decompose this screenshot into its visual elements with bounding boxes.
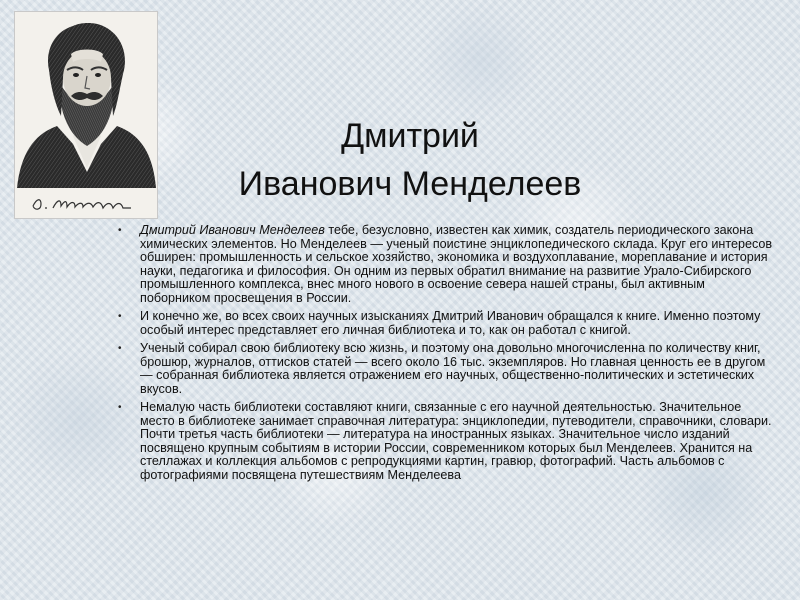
bullet-item — [115, 342, 775, 396]
bullet-item — [115, 310, 775, 337]
bullet-dot-icon: • — [118, 311, 122, 322]
portrait-engraving — [15, 12, 157, 218]
bullet-text: тебе, безусловно, известен как химик, создатель периодического закона химических элементов. Но Менделеев — ученый поистине энциклопедического склада. Круг его интересов обширен: промышленность и сельское хозяйство, экономика и воздухоплавание, мореплавание и история науки, педагогика и философия. Он одним из первых обратил внимание на развитие Урало-Сибирского промышленного комплекса, внес много нового в освоение севера нашей страны, был активным поборником просвещения в России. — [140, 223, 773, 305]
bullet-item — [115, 224, 775, 305]
bullet-text: И конечно же, во всех своих научных изысканиях Дмитрий Иванович обращался к книге. Именно поэтому особый интерес представляет его личная библиотека и то, как он работал с книгой. — [140, 309, 761, 337]
bullet-text: Немалую часть библиотеки составляют книги, связанные с его научной деятельностью. Значительное место в библиотеке занимает справочная литература: энциклопедии, путеводители, справочники, словари. Почти третья часть библиотеки — литература на иностранных языках. Значительное число изданий посвящено крупным событиям в истории России, современником которых был Менделеев. Хранится на стеллажах и коллекция альбомов с репродукциями картин, гравюр, фотографий. Часть альбомов с фотографиями посвящена путешествиям Менделеева — [140, 400, 772, 482]
bullet-dot-icon: • — [118, 225, 122, 236]
bullet-dot-icon: • — [118, 343, 122, 354]
title-line-2: Иванович Менделеев — [238, 165, 582, 203]
bullet-dot-icon: • — [118, 402, 122, 413]
mendeleev-portrait-image — [14, 11, 158, 219]
slide-title — [150, 112, 670, 208]
bullet-text: Ученый собирал свою библиотеку всю жизнь, и поэтому она довольно многочисленна по количеству книг, брошюр, журналов, оттисков статей — всего около 16 тыс. экземпляров. Но главная ценность ее в другом — собранная библиотека является отражением его научных, общественно-политических и эстетических вкусов. — [140, 341, 766, 396]
bullet-lead-italic: Дмитрий Иванович Менделеев — [140, 223, 325, 237]
bullet-item — [115, 401, 775, 482]
bullet-list — [115, 224, 775, 487]
title-line-1: Дмитрий — [341, 117, 479, 155]
